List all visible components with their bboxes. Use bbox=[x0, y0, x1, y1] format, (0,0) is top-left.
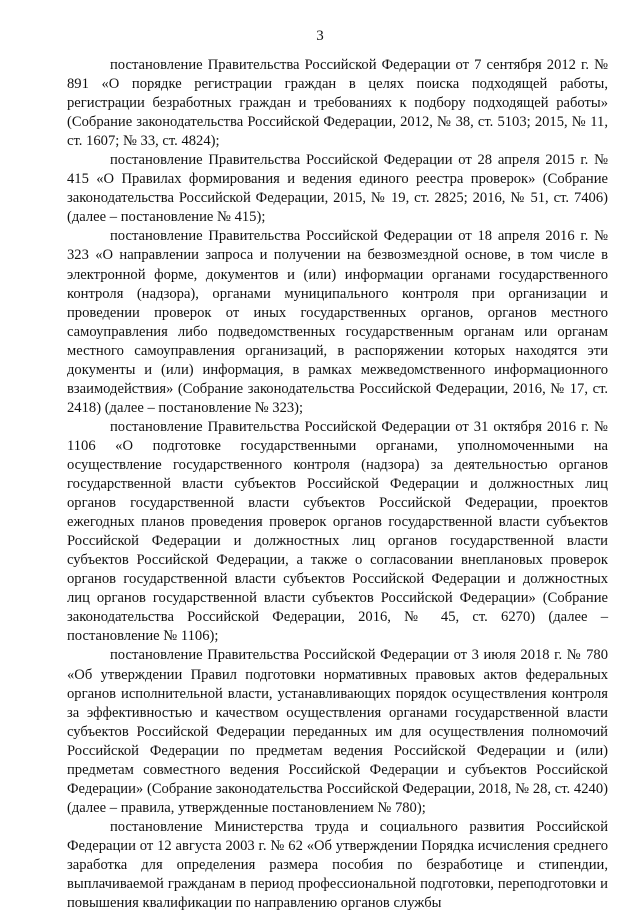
paragraph-ministry-decree-62: постановление Министерства труда и социального развития Российской Федерации от 12 августа 2003 г. № 62 «Об утверждении Порядка исчисления среднего заработка для определения размера пособия по безработице и стипендии, выплачиваемой гражданам в период профессиональной подготовки, переподготовки и повышения квалификации по направлению органов службы bbox=[67, 818, 608, 912]
paragraph-decree-415: постановление Правительства Российской Федерации от 28 апреля 2015 г. № 415 «О Правилах формирования и ведения единого реестра проверок» (Собрание законодательства Российской Федерации, 2015, № 19, ст. 2825; 2016, № 51, ст. 7406) (далее – постановление № 415); bbox=[67, 152, 608, 226]
document-body bbox=[67, 56, 608, 913]
paragraph-decree-323: постановление Правительства Российской Федерации от 18 апреля 2016 г. № 323 «О направлении запроса и получении на безвозмездной основе, в том числе в электронной форме, документов и (или) информации органами государственного контроля (надзора), органами муниципального контроля при организации и проведении проверок от иных государственных органов, органов местного самоуправления либо подведомственных государственным органам или органам местного самоуправления организаций, в распоряжении которых находятся эти документы и (или) информация, в рамках межведомственного информационного взаимодействия» (Собрание законодательства Российской Федерации, 2016, № 17, ст. 2418) (далее – постановление № 323); bbox=[67, 228, 608, 416]
paragraph-decree-780: постановление Правительства Российской Федерации от 3 июля 2018 г. № 780 «Об утверждении Правил подготовки нормативных правовых актов федеральных органов исполнительной власти, устанавливающих порядок осуществления контроля за эффективностью и качеством осуществления органами государственной власти субъектов Российской Федерации переданных им для осуществления полномочий Российской Федерации по предметам ведения Российской Федерации и (или) предметам совместного ведения Российской Федерации и субъектов Российской Федерации» (Собрание законодательства Российской Федерации, 2018, № 28, ст. 4240) (далее – правила, утвержденные постановлением № 780); bbox=[67, 647, 608, 816]
paragraph-decree-891: постановление Правительства Российской Федерации от 7 сентября 2012 г. № 891 «О порядке регистрации граждан в целях поиска подходящей работы, регистрации безработных граждан и требованиях к подбору подходящей работы» (Собрание законодательства Российской Федерации, 2012, № 38, ст. 5103; 2015, № 11, ст. 1607; № 33, ст. 4824); bbox=[67, 57, 608, 150]
page-number: 3 bbox=[316, 28, 324, 44]
paragraph-decree-1106: постановление Правительства Российской Федерации от 31 октября 2016 г. № 1106 «О подготовке государственными органами, уполномоченными на осуществление государственного контроля (надзора) за деятельностью органов государственной власти субъектов Российской Федерации и должностных лиц органов государственной власти субъектов Российской Федерации, проектов ежегодных планов проведения проверок органов государственной власти субъектов Российской Федерации и должностных лиц органов государственной власти субъектов Российской Федерации, а также о согласовании внеплановых проверок органов государственной власти субъектов Российской Федерации и должностных лиц органов государственной власти субъектов Российской Федерации» (Собрание законодательства Российской Федерации, 2016, № 45, ст. 6270) (далее – постановление № 1106); bbox=[67, 418, 608, 645]
